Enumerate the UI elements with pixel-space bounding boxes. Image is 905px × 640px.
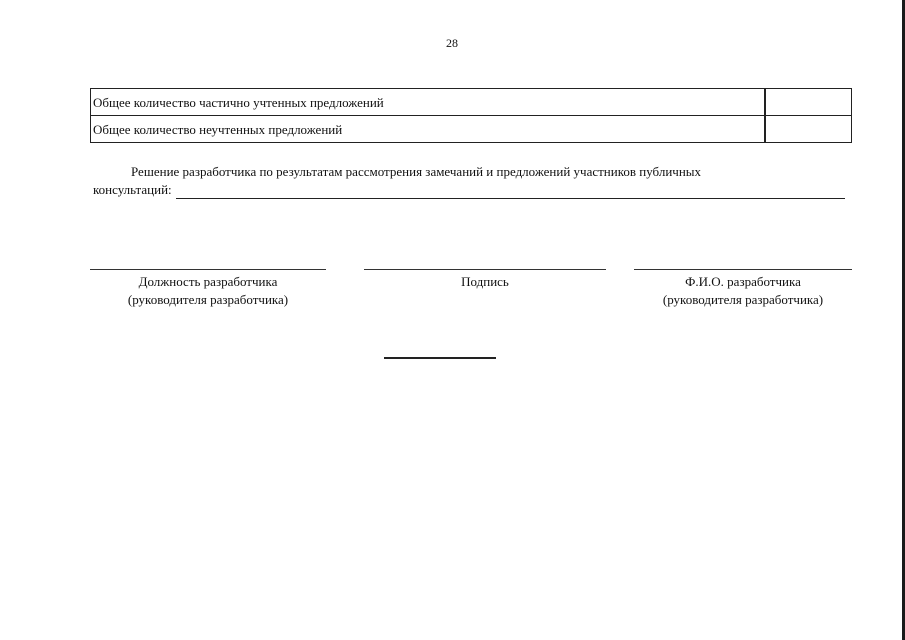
full-name-caption-line1: Ф.И.О. разработчика — [685, 274, 801, 289]
table-row — [91, 116, 852, 143]
position-caption-line2: (руководителя разработчика) — [127, 292, 289, 307]
row-value-not-accepted[interactable] — [765, 116, 852, 143]
page-number: 28 — [446, 36, 458, 50]
decision-text: Решение разработчика по результатам рассмотрения замечаний и предложений участников публичных — [131, 164, 702, 179]
position-caption — [90, 273, 326, 309]
decision-fill-line[interactable] — [176, 184, 845, 199]
signature-caption-line1: Подпись — [461, 274, 509, 289]
developer-decision — [93, 163, 845, 199]
row-value-partially-accepted[interactable] — [765, 89, 852, 116]
full-name-caption-line2: (руководителя разработчика) — [662, 292, 824, 307]
position-caption-line1: Должность разработчика — [138, 274, 278, 289]
end-of-document-rule — [384, 357, 496, 359]
signature-caption — [364, 273, 606, 291]
full-name-caption — [634, 273, 852, 309]
signature-line[interactable] — [364, 269, 606, 270]
row-label-not-accepted: Общее количество неучтенных предложений — [91, 116, 765, 143]
position-signature-line[interactable] — [90, 269, 326, 270]
decision-label: консультаций: — [93, 182, 172, 197]
table-row — [91, 89, 852, 116]
full-name-signature-line[interactable] — [634, 269, 852, 270]
summary-table — [90, 88, 852, 143]
row-label-partially-accepted: Общее количество частично учтенных предложений — [91, 89, 765, 116]
